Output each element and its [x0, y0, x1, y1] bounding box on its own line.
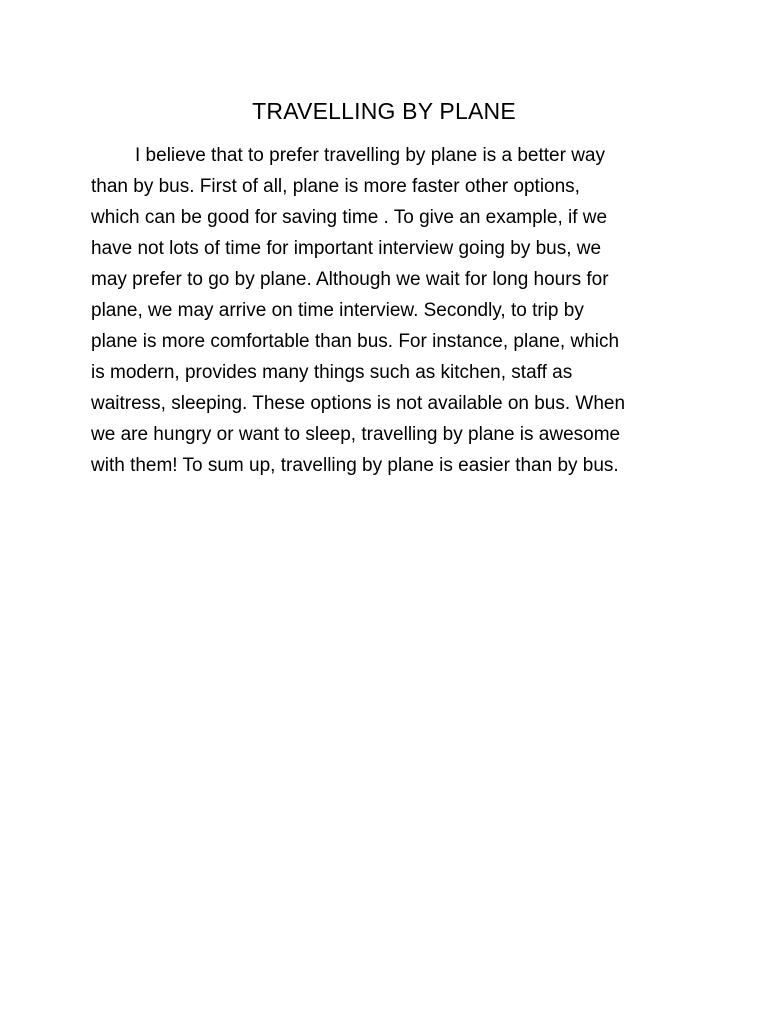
paragraph-line: I believe that to prefer travelling by plane is a better way	[135, 145, 605, 166]
paragraph-line: plane, we may arrive on time interview. Secondly, to trip by	[91, 300, 584, 321]
paragraph-line: have not lots of time for important interview going by bus, we	[91, 238, 602, 259]
paragraph-line: with them! To sum up, travelling by plane is easier than by bus.	[91, 455, 619, 476]
paragraph-line: may prefer to go by plane. Although we wait for long hours for	[91, 269, 609, 290]
paragraph-line: we are hungry or want to sleep, travelling by plane is awesome	[91, 424, 621, 445]
paragraph-line: waitress, sleeping. These options is not available on bus. When	[91, 393, 626, 414]
essay-paragraph	[91, 140, 691, 481]
paragraph-line: than by bus. First of all, plane is more faster other options,	[91, 176, 580, 197]
paragraph-line: which can be good for saving time . To give an example, if we	[91, 207, 608, 228]
paragraph-line: is modern, provides many things such as kitchen, staff as	[91, 362, 573, 383]
paragraph-line: plane is more comfortable than bus. For instance, plane, which	[91, 331, 620, 352]
document-title: TRAVELLING BY PLANE	[252, 98, 516, 124]
